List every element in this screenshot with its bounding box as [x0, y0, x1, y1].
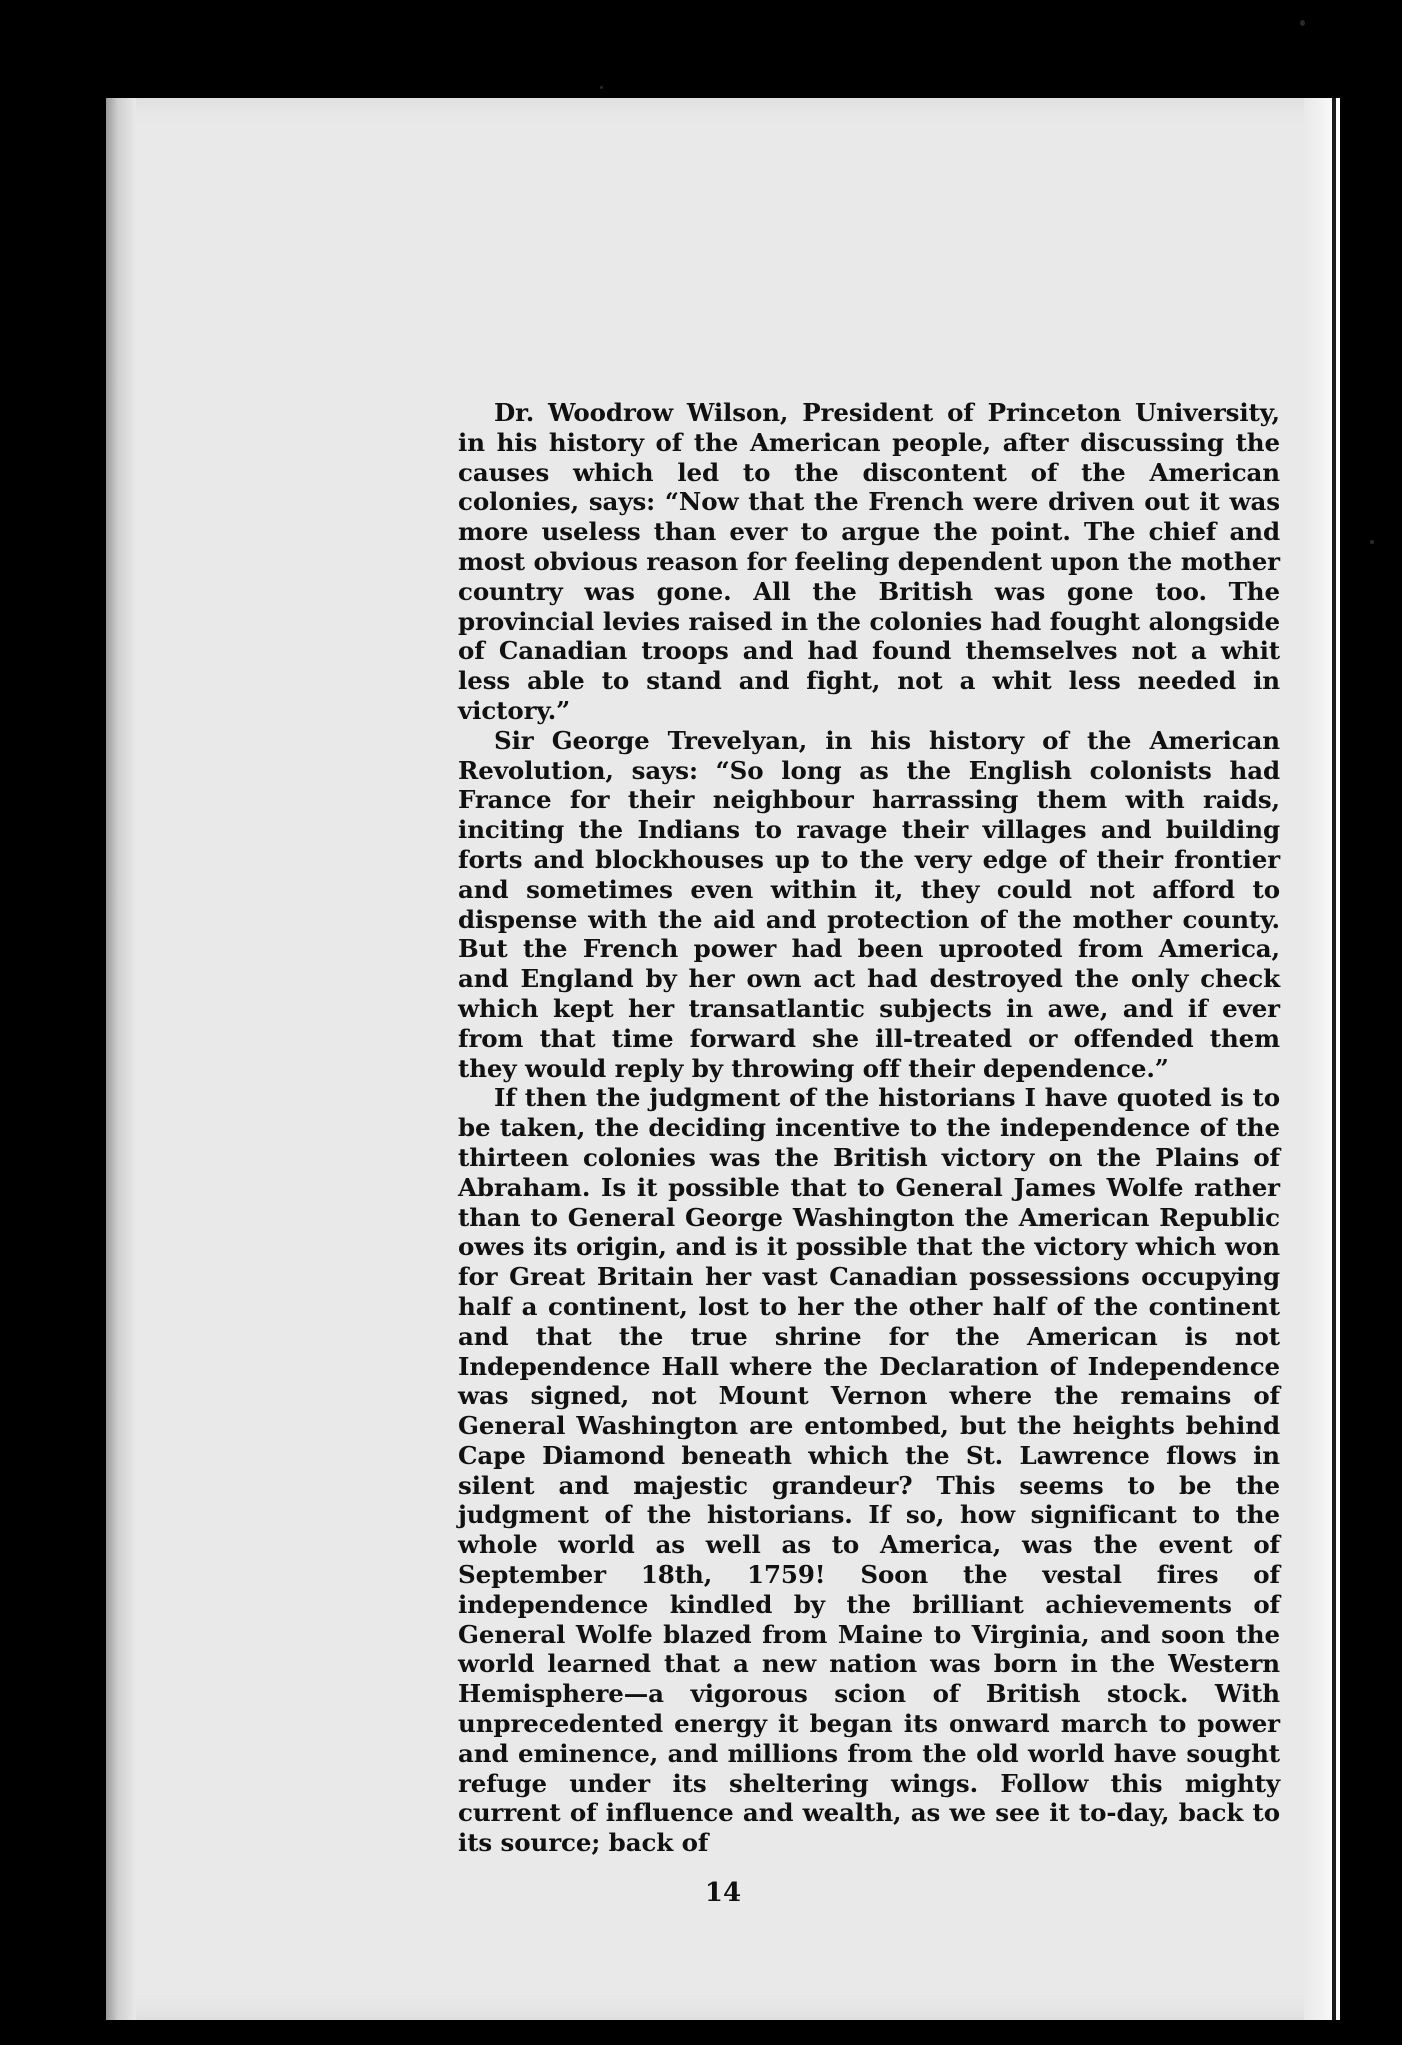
dust-speck	[600, 86, 603, 89]
facing-page-edge	[1332, 98, 1336, 2020]
paragraph-conclusion: If then the judgment of the historians I have quoted is to be taken, the deciding incentive to the independence of the thirteen colonies was the British victory on the Plains of Abraham. Is it possible that to General James Wolfe rather than to General George Washington the American Republic owes its origin, and is it possible that the victory which won for Great Britain her vast Canadian possessions occupying half a continent, lost to her the other half of the continent and that the true shrine for the American is not Independence Hall where the Declaration of Independence was signed, not Mount Vernon where the remains of General Washington are entombed, but the heights behind Cape Diamond beneath which the St. Lawrence flows in silent and majestic grandeur? This seems to be the judgment of the historians. If so, how significant to the whole world as well as to America, was the event of September 18th, 1759! Soon the vestal fires of independence kindled by the brilliant achievements of General Wolfe blazed from Maine to Virginia, and soon the world learned that a new nation was born in the Western Hemisphere—a vigorous scion of British stock. With unprecedented energy it began its onward march to power and eminence, and millions from the old world have sought refuge under its sheltering wings. Follow this mighty current of influence and wealth, as we see it to-day, back to its source; back of	[458, 1083, 1280, 1858]
body-text	[458, 398, 1280, 1898]
page-number: 14	[704, 1878, 742, 1908]
book-page	[106, 98, 1340, 2020]
paragraph-trevelyan-quote: Sir George Trevelyan, in his history of the American Revolution, says: “So long as the English colonists had France for their neighbour harrassing them with raids, inciting the Indians to ravage their villages and building forts and blockhouses up to the very edge of their frontier and sometimes even within it, they could not afford to dispense with the aid and protection of the mother county. But the French power had been uprooted from America, and England by her own act had destroyed the only check which kept her transatlantic subjects in awe, and if ever from that time forward she ill-treated or offended them they would reply by throwing off their dependence.”	[458, 725, 1280, 1083]
paragraph-wilson-quote: Dr. Woodrow Wilson, President of Princeton University, in his history of the American people, after discussing the causes which led to the discontent of the American colonies, says: “Now that the French were driven out it was more useless than ever to argue the point. The chief and most obvious reason for feeling dependent upon the mother country was gone. All the British was gone too. The provincial levies raised in the colonies had fought alongside of Canadian troops and had found themselves not a whit less able to stand and fight, not a whit less needed in victory.”	[458, 398, 1280, 725]
dust-speck	[1370, 540, 1374, 544]
page-binding-shadow	[106, 98, 136, 2020]
dust-speck	[1300, 20, 1305, 26]
